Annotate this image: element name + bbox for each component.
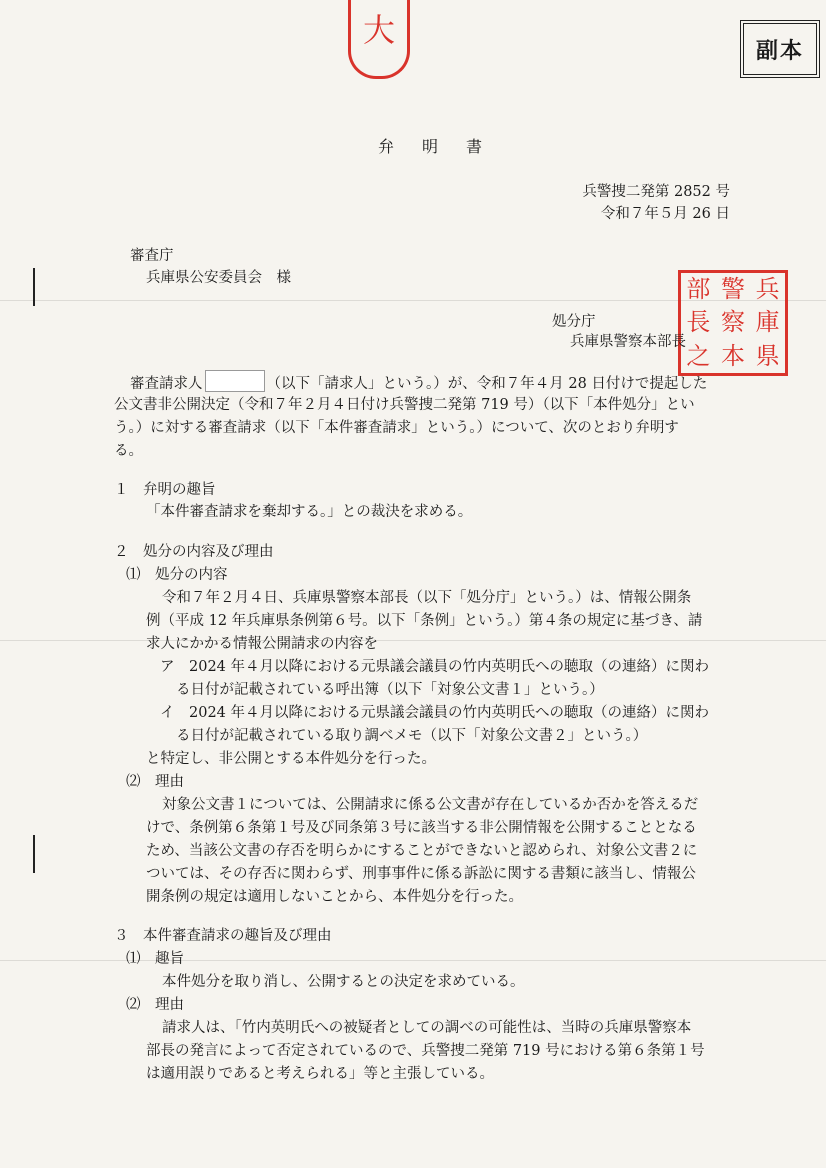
- paragraph-line: は適用誤りであると考えられる」等と主張している。: [146, 1066, 494, 1082]
- intro-line: る。: [114, 443, 143, 459]
- seal-char: 警: [721, 275, 745, 303]
- paragraph-line: 開条例の規定は適用しないことから、本件処分を行った。: [146, 889, 523, 905]
- paragraph-line: けで、条例第６条第１号及び同条第３号に該当する非公開情報を公開することとなる: [146, 820, 697, 836]
- recipient-label: 審査庁: [130, 248, 174, 264]
- list-item-i-cont: る日付が記載されている取り調べメモ（以下「対象公文書２」という。）: [176, 728, 648, 744]
- recipient-name: 兵庫県公安委員会 様: [146, 270, 291, 286]
- paper-fold: [0, 960, 826, 961]
- seal-char: 庫: [755, 308, 780, 337]
- seal-char: 長: [686, 308, 711, 337]
- section-1-body: 「本件審査請求を棄却する。」との裁決を求める。: [146, 504, 473, 520]
- intro-line: う。）に対する審査請求（以下「本件審査請求」という。）について、次のとおり弁明す: [114, 420, 679, 436]
- intro-line: 公文書非公開決定（令和７年２月４日付け兵警捜二発第 719 号）（以下「本件処分」とい: [114, 397, 695, 413]
- paragraph-line: ため、当該公文書の存否を明らかにすることができないと認められ、対象公文書２に: [146, 843, 698, 859]
- list-item-i: イ 2024 年４月以降における元県議会議員の竹内英明氏への聴取（の連絡）に関わ: [160, 705, 710, 721]
- paragraph-line: 例（平成 12 年兵庫県条例第６号。以下「条例」という。）第４条の規定に基づき、請: [146, 613, 703, 629]
- seal-char: 兵: [755, 275, 780, 303]
- sender-name: 兵庫県警察本部長: [570, 334, 686, 350]
- intro-text: 審査請求人: [130, 376, 203, 392]
- intro-text: （以下「請求人」という。）が、令和７年４月 28 日付けで提起した: [266, 376, 708, 392]
- document-number: 兵警捜二発第 2852 号: [582, 184, 730, 200]
- seal-char: 部: [686, 275, 711, 303]
- paragraph-line: ついては、その存否に関わらず、刑事事件に係る訴訟に関する書類に該当し、情報公: [146, 866, 696, 882]
- section-3-heading: ３ 本件審査請求の趣旨及び理由: [114, 928, 332, 944]
- seal-char: 察: [721, 308, 745, 337]
- seal-char: 之: [686, 341, 711, 370]
- paragraph-line: 対象公文書１については、公開請求に係る公文書が存在しているか否かを答えるだ: [162, 797, 699, 813]
- document-title: 弁明書: [378, 137, 511, 156]
- section-3-2-heading: ⑵ 理由: [126, 997, 184, 1013]
- office-seal-stamp: [678, 270, 788, 376]
- paragraph-line: 令和７年２月４日、兵庫県警察本部長（以下「処分庁」という。）は、情報公開条: [162, 590, 692, 606]
- paper-fold: [0, 640, 826, 641]
- punch-mark: [33, 835, 35, 873]
- section-2-heading: ２ 処分の内容及び理由: [114, 544, 274, 560]
- copy-stamp: 副本: [740, 20, 820, 78]
- seal-char: 本: [721, 341, 745, 370]
- paragraph-line: 部長の発言によって否定されているので、兵警捜二発第 719 号における第６条第１号: [146, 1043, 705, 1059]
- section-2-2-heading: ⑵ 理由: [126, 774, 184, 790]
- top-seal-stamp: 大: [348, 0, 410, 79]
- paragraph-line: 求人にかかる情報公開請求の内容を: [146, 636, 378, 652]
- paragraph-line: 本件処分を取り消し、公開するとの決定を求めている。: [162, 974, 525, 990]
- punch-mark: [33, 268, 35, 306]
- paragraph-line: と特定し、非公開とする本件処分を行った。: [146, 751, 436, 767]
- section-1-heading: １ 弁明の趣旨: [114, 482, 216, 498]
- list-item-a: ア 2024 年４月以降における元県議会議員の竹内英明氏への聴取（の連絡）に関わ: [160, 659, 710, 675]
- seal-char: 県: [755, 341, 780, 370]
- document-date: 令和７年５月 26 日: [600, 206, 730, 222]
- section-3-1-heading: ⑴ 趣旨: [126, 951, 184, 967]
- paragraph-line: 請求人は、「竹内英明氏への被疑者としての調べの可能性は、当時の兵庫県警察本: [162, 1020, 692, 1036]
- redacted-name: [205, 370, 265, 392]
- section-2-1-heading: ⑴ 処分の内容: [126, 567, 228, 583]
- list-item-a-cont: る日付が記載されている呼出簿（以下「対象公文書１」という。）: [176, 682, 604, 698]
- sender-label: 処分庁: [552, 314, 596, 330]
